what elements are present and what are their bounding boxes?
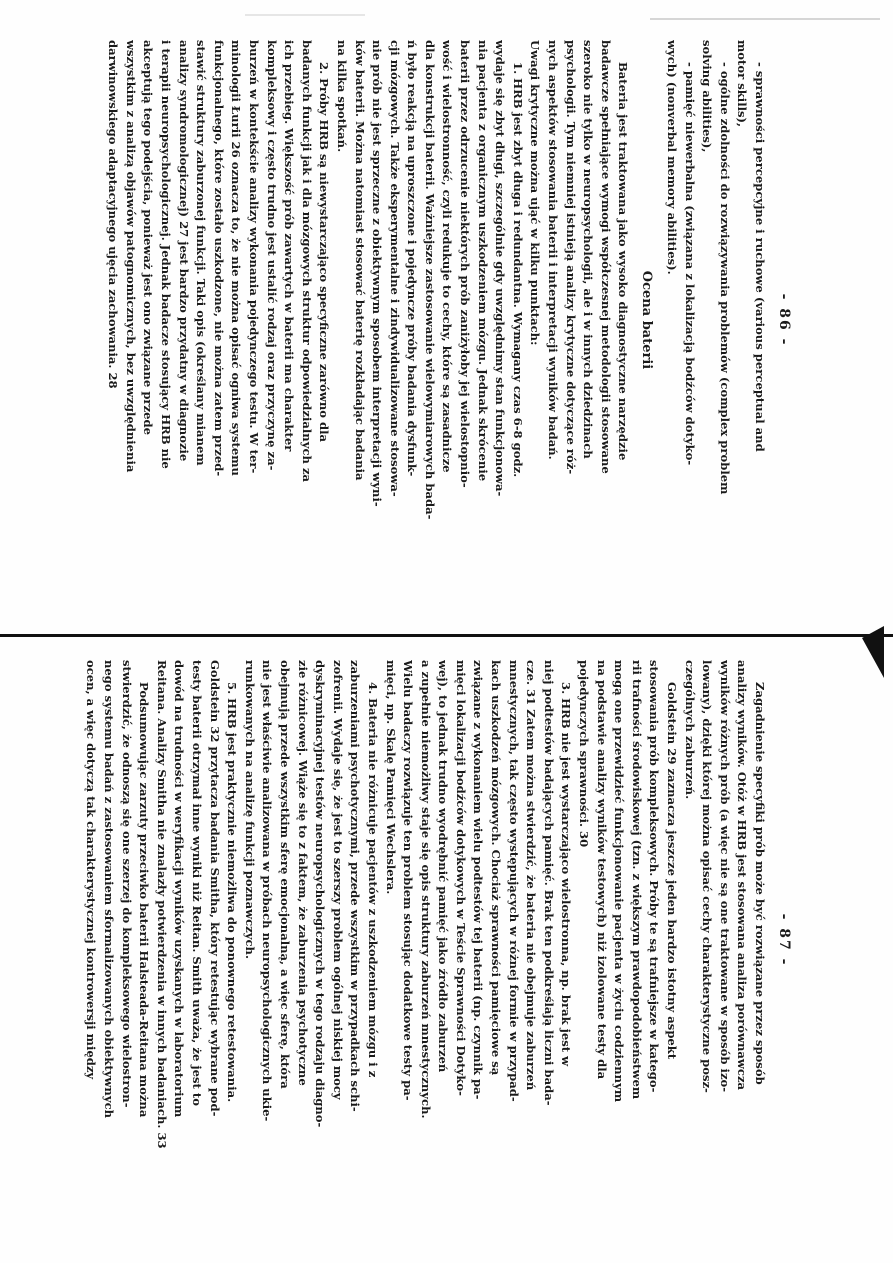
text-line: 1. HRB jest zbyt długa i redundantna. Wymagany czas 6-8 godz. [510,62,525,478]
text-line: testy baterii otrzymał inne wyniki niż Reitan. Smith uważa, że jest to [190,660,204,1106]
text-line: Goldstein 29 zaznacza jeszcze jeden bardzo istotny aspekt [665,682,680,1060]
gutter-marker [862,626,884,678]
text-line: nego systemu badań z zastosowaniem sformalizowanych obiektywnych [102,660,117,1119]
text-line: niej podtestów badających pamięć. Brak ten podkreślają liczni bada- [541,660,556,1106]
text-line: solving abilities), [700,40,715,153]
text-line: nia pacjenta z organicznym uszkodzeniem mózgu. Jednak skrócenie [475,40,490,482]
text-line: ń było reakcją na uproszczone i pojedyncze próby badania dysfunk- [405,40,420,477]
text-line: wydaje się zbyt długi, szczególnie gdy uwzględnimy stan funkcjonowa- [493,40,508,497]
page-number: - 86 - [776,293,792,347]
text-line: na podstawie analizy wyników testowych) niż izolowane testy dla [594,660,609,1080]
text-line: mogą one przewidzieć funkcjonowanie pacjenta w życiu codziennym [612,660,627,1103]
text-line: minologii Łurii 26 oznacza to, że nie można opisać ogniwa systemu [229,40,244,476]
text-line: psychologii. Tym niemniej istnieją analizy krytyczne dotyczące róż- [563,40,578,475]
text-line: na kilka spotkań. [334,40,349,153]
text-line: cji mózgowych. Także eksperymentalne i zindywidualizowane stosowa- [387,40,402,497]
page-gutter-line [0,634,893,637]
text-line: kompleksowy i często trudno jest ustalić rodzaj oraz przyczynę za- [264,40,279,471]
text-line: obejmują przede wszystkim sferę emocjonalną, a więc sferę, która [277,660,292,1089]
scan-noise [650,18,880,20]
page-87 [84,660,792,1220]
text-line: 2. Próby HRB są niewystarczająco specyficzne zarówno dla [317,62,332,443]
text-line: Goldstein 32 przytacza badania Smitha, który retestując wybrane pod- [207,660,222,1117]
text-line: zofrenii. Wydaje się, że jest to szerszy problem ogólnej niskiej mocy [330,660,345,1100]
text-line: kach uszkodzeń mózgowych. Chociaż sprawności pamięciowe są [489,660,504,1076]
text-line: Reitana. Analizy Smitha nie znalazły potwierdzenia w innych badaniach. 33 [154,660,169,1149]
text-line: 4. Bateria nie różnicuje pacjentów z uszkodzeniem mózgu i z [365,682,380,1078]
text-line: mięci lokalizacji bodźców dotykowych w Teście Sprawności Dotyko- [453,660,468,1096]
text-line: ocen, a więc dotyczą tak charakterystycznej kontrowersji między [84,660,99,1080]
page-number: - 87 - [776,913,792,967]
text-line: czególnych zaburzeń. [682,660,697,800]
text-line: Wielu badaczy rozwiązuje ten problem stosując dodatkowe testy pa- [401,660,416,1101]
text-line: wyników różnych prób (a więc nie są one traktowane w sposób izo- [717,660,732,1093]
text-line: lowany), dzięki której można opisać cechy charakterystyczne posz- [700,660,715,1093]
text-line: Zagadnienie specyfiki prób może być rozwiązane przez sposób [753,682,767,1085]
text-line: zaburzeniami psychotycznymi, przede wszystkim w przypadkach schi- [348,660,363,1112]
text-line: cze. 31 Zatem można stwierdzić, że bateria nie obejmuje zaburzeń [524,660,539,1091]
text-line: szeroko nie tylko w neuropsychologii, ale i w innych dziedzinach [581,40,596,459]
text-line: analizy syndromologicznej) 27 jest bardzo przydatny w diagnozie [176,40,191,462]
text-line: badanych funkcji jak i dla mózgowych struktur odpowiedzialnych za [299,40,314,483]
text-line: wych) (nonverbal memory abilities). [665,40,680,275]
text-line: wość i wielostronność, czyli redukuje to cechy, które są zasadnicze [440,40,455,473]
text-line: dyskryminacyjnej testów neuropsychologicznych w tego rodzaju diagno- [313,660,328,1128]
text-line: zie różnicowej. Wiąże się to z faktem, że zaburzenia psychotyczne [295,660,310,1086]
text-line: Podsumowując zarzuty przeciwko baterii Halsteada-Reitana można [137,682,152,1118]
text-line: akceptują tego podejścia, ponieważ jest ono związane przede [141,40,156,435]
text-line: burzeń w kontekście analizy wykonania pojedynczego testu. W ter- [246,40,261,474]
text-line: baterii przez odrzucenie niektórych prób zaniżyłoby jej wielostopnio- [458,40,473,488]
text-line: - sprawności percepcyjne i ruchowe (various perceptual and [753,62,767,452]
text-line: ich przebieg. Większość prób zawartych w baterii ma charakter [282,40,297,452]
text-line: stawić struktury zaburzonej funkcji. Taki opis (określany mianem [194,40,209,466]
text-line: Uwagi krytyczne można ująć w kilku punktach: [528,40,543,346]
text-line: mnestycznych, tak często występujących w różnej formie w przypad- [506,660,521,1102]
text-line: 5. HRB jest praktycznie niemożliwa do ponownego retestowania. [225,682,240,1103]
text-line: i terapii neuropsychologicznej. Jednak badacze stosujący HRB nie [159,40,173,469]
text-line: związane z wykonaniem wielu podtestów tej baterii (np. czynnik pa- [471,660,486,1100]
text-line: nie prób nie jest sprzeczne z obiektywnym sposobem interpretacji wyni- [370,40,385,507]
text-line: dla konstrukcji baterii. Ważniejsze zastosowanie wielowymiarowych bada- [422,40,437,520]
text-line: pojedynczych sprawności. 30 [577,660,592,848]
text-line: - ogólne zdolności do rozwiązywania problemów (complex problem [717,62,732,495]
text-line: wszystkim z analizą objawów patognomicznych, bez uwzględnienia [123,40,138,473]
section-title: Ocena baterii [639,270,655,370]
text-line: nie jest właściwie analizowana w próbach neuropsychologicznych ukie- [260,660,275,1122]
text-line: Bateria jest traktowana jako wysoko diagnostyczne narzędzie [616,62,631,461]
text-line: ków baterii. Można natomiast stosować baterię rozkładając badania [352,40,367,481]
text-line: stwierdzić, że odnoszą się one szerzej do kompleksowego wielostron- [119,660,134,1108]
text-line: funkcjonalnego, które zostało uszkodzone, nie można zatem przed- [211,40,226,477]
text-line: wej), to jednak trudno wyodrębnić pamięć jako źródło zaburzeń [436,660,451,1073]
text-line: badawcze spełniające wymogi współczesnej metodologii stosowane [598,40,613,474]
text-line: - pamięć niewerbalna (związana z lokalizacją bodźców dotyko- [682,62,697,466]
text-line: darwinowskiego adaptacyjnego ujęcia zachowania. 28 [106,40,121,389]
text-line: analizy wyników. Otóż w HRB jest stosowana analiza porównawcza [735,660,750,1091]
text-line: rii trafności środowiskowej (tzn. z większym prawdopodobieństwem [629,660,644,1100]
text-line: motor skills), [735,40,750,128]
text-line: stosowania prób kompleksowych. Próby te są trafniejsze w katego- [647,660,662,1093]
text-line: nych aspektów stosowania baterii i interpretacji wyników badań. [546,40,561,460]
page-86 [92,40,792,600]
scan-noise [245,14,365,16]
text-line: a zupełnie niemożliwy staje się opis struktury zaburzeń mnestycznych. [418,660,433,1119]
text-line: runkowanych na analizę funkcji poznawczych. [242,660,257,959]
text-line: mięci, np. Skalę Pamięci Wechslera. [383,660,398,895]
text-line: 3. HRB nie jest wystarczająco wielostronna, np. brak jest w [559,682,574,1067]
text-line: dowód na trudności w weryfikacji wyników uzyskanych w laboratorium [172,660,187,1118]
